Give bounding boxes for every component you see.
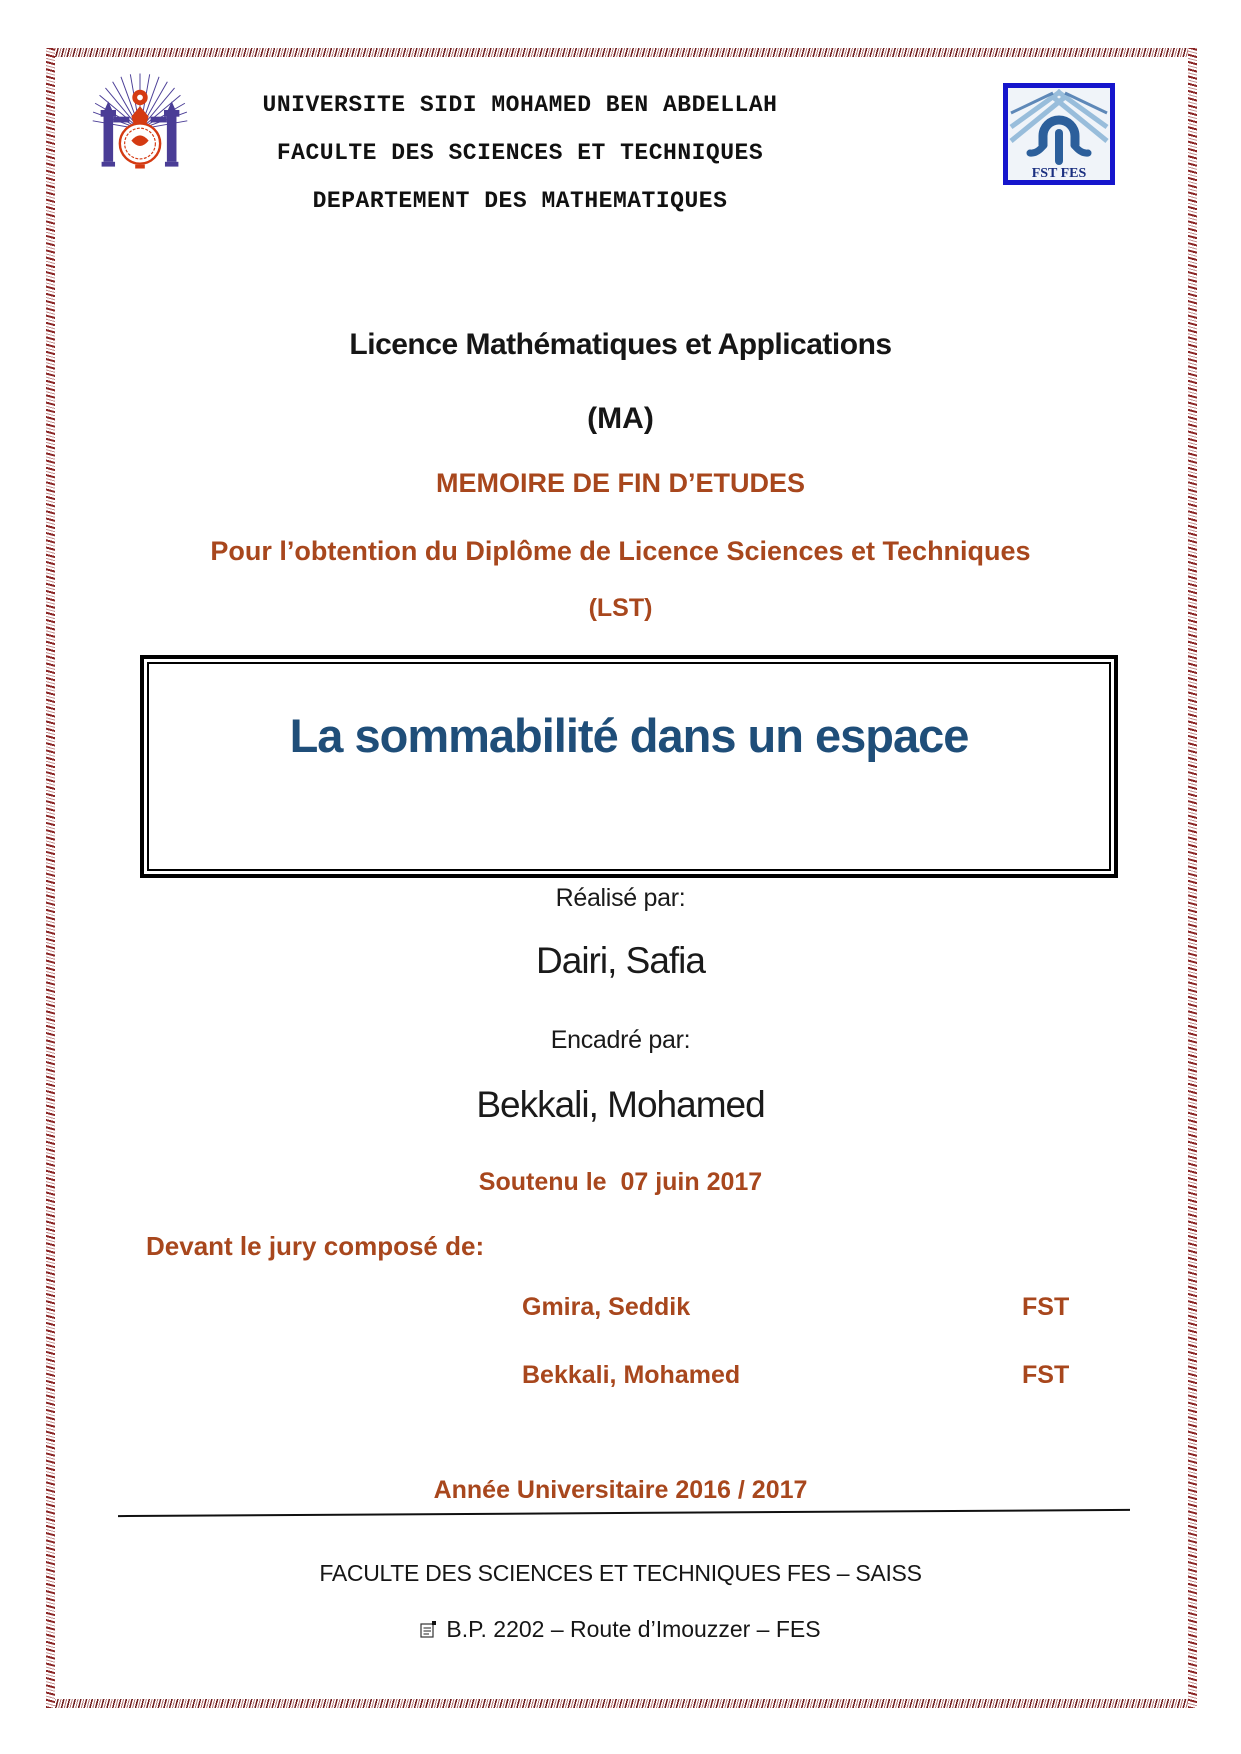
academic-year: Année Universitaire 2016 / 2017 (433, 1476, 808, 1504)
jury-member-affiliation: FST (1022, 1361, 1070, 1389)
title-box (140, 655, 1118, 878)
student-name: Dairi, Safia (536, 940, 705, 981)
program-abbreviation: (MA) (587, 402, 654, 435)
footer-address-line (58, 1616, 1183, 1645)
faculty-name: FACULTE DES SCIENCES ET TECHNIQUES (276, 140, 764, 166)
encadre-par-label: Encadré par: (550, 1026, 691, 1054)
footer-faculty-line: FACULTE DES SCIENCES ET TECHNIQUES FES – SAISS (319, 1560, 922, 1586)
university-name: UNIVERSITE SIDI MOHAMED BEN ABDELLAH (262, 92, 778, 118)
institution-header (150, 92, 890, 236)
fst-fes-logo-text: FST FES (1031, 166, 1087, 181)
department-name: DEPARTEMENT DES MATHEMATIQUES (312, 188, 728, 214)
jury-member-name: Gmira, Seddik (522, 1293, 691, 1321)
jury-member-affiliation: FST (1022, 1293, 1070, 1321)
fst-fes-logo (1003, 83, 1115, 190)
fst-fes-icon (1003, 83, 1115, 185)
supervisor-name: Bekkali, Mohamed (476, 1084, 765, 1125)
title-box-inner (147, 662, 1111, 871)
document-icon (420, 1620, 437, 1639)
diploma-purpose: Pour l’obtention du Diplôme de Licence Sciences et Techniques (210, 536, 1031, 566)
thesis-title: La sommabilité dans un espace (289, 709, 969, 762)
page-border-top (46, 48, 1195, 57)
page-border-right (1188, 48, 1197, 1708)
jury-label: Devant le jury composé de: (146, 1231, 485, 1261)
footer-divider (118, 1509, 1130, 1517)
defense-date: Soutenu le 07 juin 2017 (478, 1168, 763, 1196)
realise-par-label: Réalisé par: (555, 884, 686, 912)
program-name: Licence Mathématiques et Applications (349, 328, 892, 361)
page-border-left (46, 48, 55, 1708)
footer-address-text: B.P. 2202 – Route d’Imouzzer – FES (446, 1616, 821, 1642)
jury-member-name: Bekkali, Mohamed (522, 1361, 741, 1389)
diploma-abbreviation: (LST) (588, 594, 653, 622)
page-border-bottom (46, 1699, 1195, 1708)
memoire-heading: MEMOIRE DE FIN D’ETUDES (435, 468, 806, 498)
